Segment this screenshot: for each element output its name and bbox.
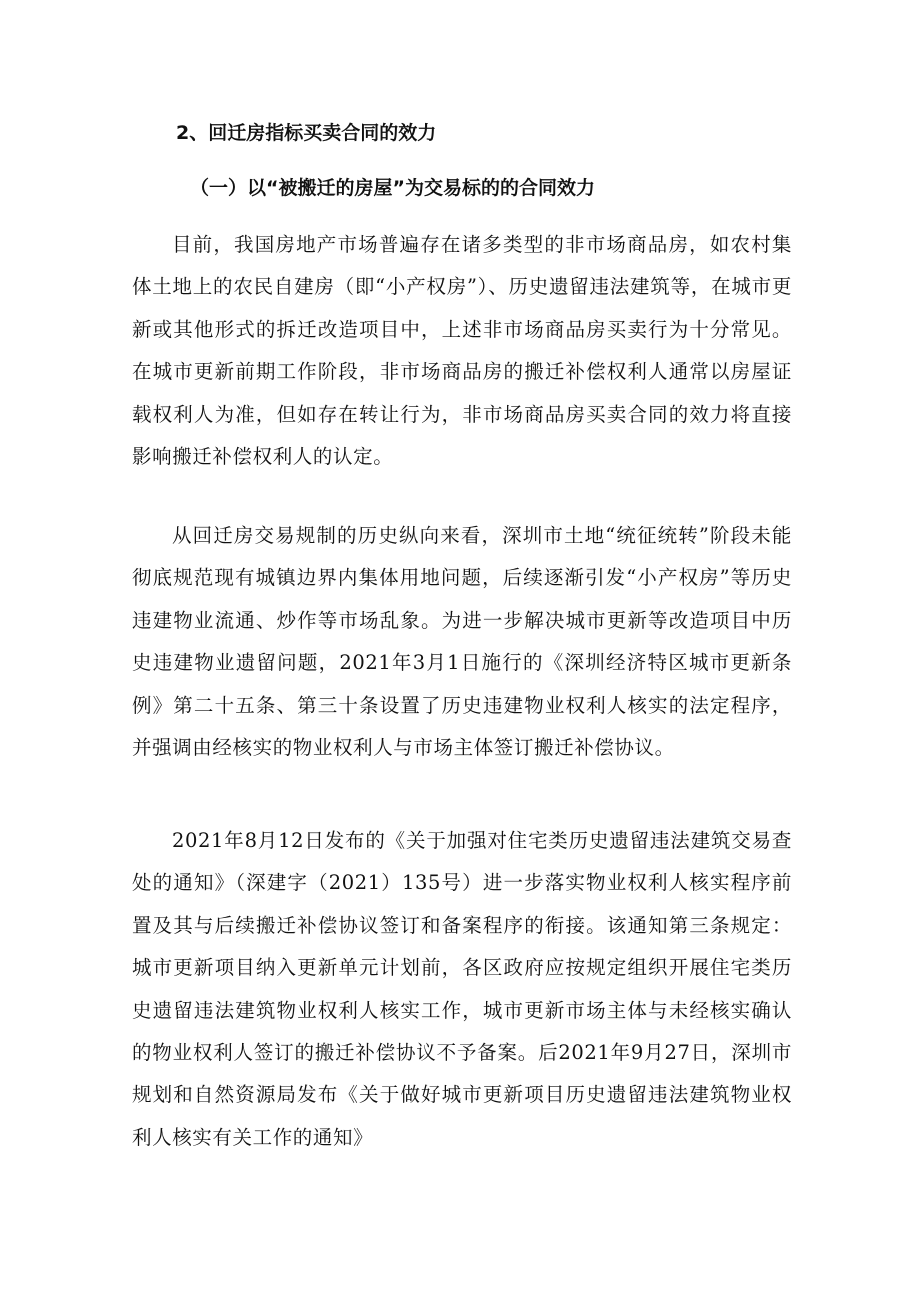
- section-heading: 2、回迁房指标买卖合同的效力: [176, 122, 437, 144]
- paragraph-1: 目前，我国房地产市场普遍存在诸多类型的非市场商品房，如农村集体土地上的农民自建房（即“小产权房”）、历史遗留违法建筑等，在城市更新或其他形式的拆迁改造项目中，上述非市场商品房买卖行为十分常见。在城市更新前期工作阶段，非市场商品房的搬迁补偿权利人通常以房屋证载权利人为准，但如存在转让行为，非市场商品房买卖合同的效力将直接影响搬迁补偿权利人的认定。: [132, 233, 792, 469]
- paragraph-2: 从回迁房交易规制的历史纵向来看，深圳市土地“统征统转”阶段未能彻底规范现有城镇边界内集体用地问题，后续逐渐引发“小产权房”等历史违建物业流通、炒作等市场乱象。为进一步解决城市更新等改造项目中历史违建物业遗留问题，2021年3月1日施行的《深圳经济特区城市更新条例》第二十五条、第三十条设置了历史违建物业权利人核实的法定程序，并强调由经核实的物业权利人与市场主体签订搬迁补偿协议。: [132, 524, 792, 760]
- paragraph-3: 2021年8月12日发布的《关于加强对住宅类历史遗留违法建筑交易查处的通知》（深建字（2021）135号）进一步落实物业权利人核实程序前置及其与后续搬迁补偿协议签订和备案程序的衔接。该通知第三条规定：城市更新项目纳入更新单元计划前，各区政府应按规定组织开展住宅类历史遗留违法建筑物业权利人核实工作，城市更新市场主体与未经核实确认的物业权利人签订的搬迁补偿协议不予备案。后2021年9月27日，深圳市规划和自然资源局发布《关于做好城市更新项目历史遗留违法建筑物业权利人核实有关工作的通知》: [132, 829, 792, 1149]
- subsection-heading: （一）以“被搬迁的房屋”为交易标的的合同效力: [190, 177, 595, 199]
